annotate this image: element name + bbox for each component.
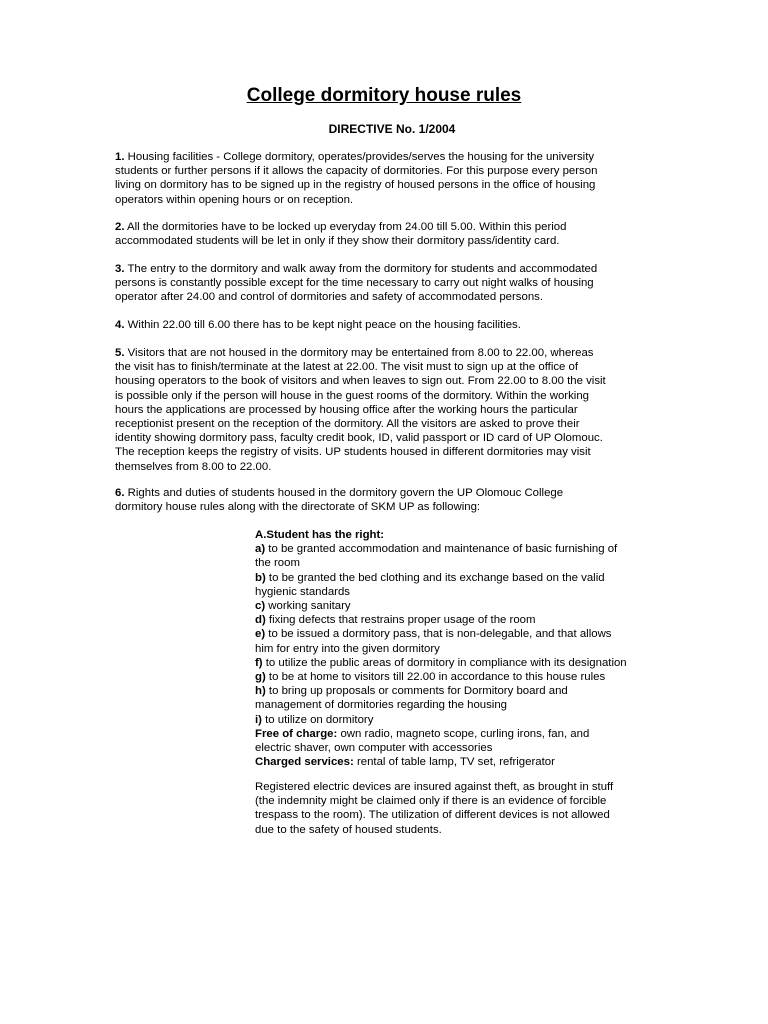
paragraph-line: housing operators to the book of visitors and when leaves to sign out. From 22.00 to 8.00 the visit — [115, 375, 606, 388]
rights-item-a: a) to be granted accommodation and maintenance of basic furnishing of — [255, 543, 618, 556]
rule-paragraph-4 — [115, 318, 675, 332]
rights-heading: A.Student has the right: — [255, 529, 385, 541]
rights-item-b: b) to be granted the bed clothing and its exchange based on the valid — [255, 571, 605, 584]
rights-item-f: f) to utilize the public areas of dormitory in compliance with its designation — [255, 656, 627, 669]
rights-item-g: g) to be at home to visitors till 22.00 in accordance to this house rules — [255, 671, 606, 684]
note-line: (the indemnity might be claimed only if there is an evidence of forcible — [255, 795, 607, 808]
paragraph-line: dormitory house rules along with the directorate of SKM UP as following: — [115, 501, 481, 514]
paragraph-line: accommodated students will be let in only if they show their dormitory pass/identity card. — [115, 235, 560, 248]
directive-number — [0, 122, 768, 136]
rule-paragraph-5 — [115, 346, 675, 474]
paragraph-line: 3. The entry to the dormitory and walk away from the dormitory for students and accommodated — [115, 263, 598, 275]
paragraph-line: themselves from 8.00 to 22.00. — [115, 460, 272, 473]
rule-paragraph-6 — [115, 486, 675, 514]
free-of-charge: Free of charge: own radio, magneto scope, curling irons, fan, and — [255, 727, 590, 740]
paragraph-line: 1. Housing facilities - College dormitory, operates/provides/serves the housing for the university — [115, 151, 595, 163]
directive-text: DIRECTIVE No. 1/2004 — [328, 122, 456, 136]
rights-item-e: e) to be issued a dormitory pass, that is non-delegable, and that allows — [255, 628, 612, 641]
paragraph-line: operator after 24.00 and control of dormitories and safety of accommodated persons. — [115, 291, 544, 304]
page-title: College dormitory house rules — [246, 85, 522, 106]
rights-item-c: c) working sanitary — [255, 600, 351, 613]
rule-number: 4. — [115, 319, 125, 331]
rights-item-i: i) to utilize on dormitory — [255, 713, 374, 726]
rights-item-d: d) fixing defects that restrains proper usage of the room — [255, 614, 536, 627]
paragraph-line: is possible only if the person will house in the guest rooms of the dormitory. Within the working — [115, 389, 589, 402]
rights-item-h: h) to bring up proposals or comments for Dormitory board and — [255, 685, 568, 698]
rule-number: 2. — [115, 221, 125, 233]
rights-item-h-continued: management of dormitories regarding the housing — [255, 699, 508, 712]
note-line: Registered electric devices are insured against theft, as brought in stuff — [255, 781, 614, 793]
rights-item-e-continued: him for entry into the given dormitory — [255, 642, 440, 655]
rights-item-b-continued: hygienic standards — [255, 585, 350, 598]
paragraph-line: receptionist present on the reception of the dormitory. All the visitors are asked to prove their — [115, 418, 580, 431]
note-line: trespass to the room). The utilization of different devices is not allowed — [255, 809, 610, 822]
charged-services: Charged services: rental of table lamp, TV set, refrigerator — [255, 756, 555, 769]
rule-paragraph-2 — [115, 220, 675, 248]
rule-number: 1. — [115, 151, 125, 163]
paragraph-line: 4. Within 22.00 till 6.00 there has to be kept night peace on the housing facilities. — [115, 319, 521, 331]
rights-item-a-continued: the room — [255, 557, 300, 570]
paragraph-line: identity showing dormitory pass, faculty credit book, ID, valid passport or ID card of UP Olomouc. — [115, 432, 603, 445]
paragraph-line: students or further persons if it allows the capacity of dormitories. For this purpose every person — [115, 165, 598, 178]
paragraph-line: 6. Rights and duties of students housed in the dormitory govern the UP Olomouc College — [115, 487, 564, 499]
paragraph-line: the visit has to finish/terminate at the latest at 22.00. The visit must to sign up at the office of — [115, 361, 579, 374]
rule-paragraph-3 — [115, 262, 675, 305]
rule-number: 5. — [115, 347, 125, 359]
student-rights-section — [255, 528, 695, 769]
paragraph-line: 2. All the dormitories have to be locked up everyday from 24.00 till 5.00. Within this period — [115, 221, 567, 233]
note-line: due to the safety of housed students. — [255, 823, 442, 836]
rule-number: 6. — [115, 487, 125, 499]
paragraph-line: 5. Visitors that are not housed in the dormitory may be entertained from 8.00 to 22.00, whereas — [115, 347, 594, 359]
rule-number: 3. — [115, 263, 125, 275]
paragraph-line: living on dormitory has to be signed up in the registry of housed persons in the office of housing — [115, 179, 596, 192]
paragraph-line: The reception keeps the registry of visits. UP students housed in different dormitories may visit — [115, 446, 591, 459]
rule-paragraph-1 — [115, 150, 675, 207]
paragraph-line: hours the applications are processed by housing office after the working hours the particular — [115, 403, 578, 416]
paragraph-line: persons is constantly possible except for the time necessary to carry out night walks of housing — [115, 277, 594, 290]
free-of-charge-continued: electric shaver, own computer with accessories — [255, 742, 493, 755]
electric-devices-note — [255, 780, 695, 837]
paragraph-line: operators within opening hours or on reception. — [115, 193, 354, 206]
